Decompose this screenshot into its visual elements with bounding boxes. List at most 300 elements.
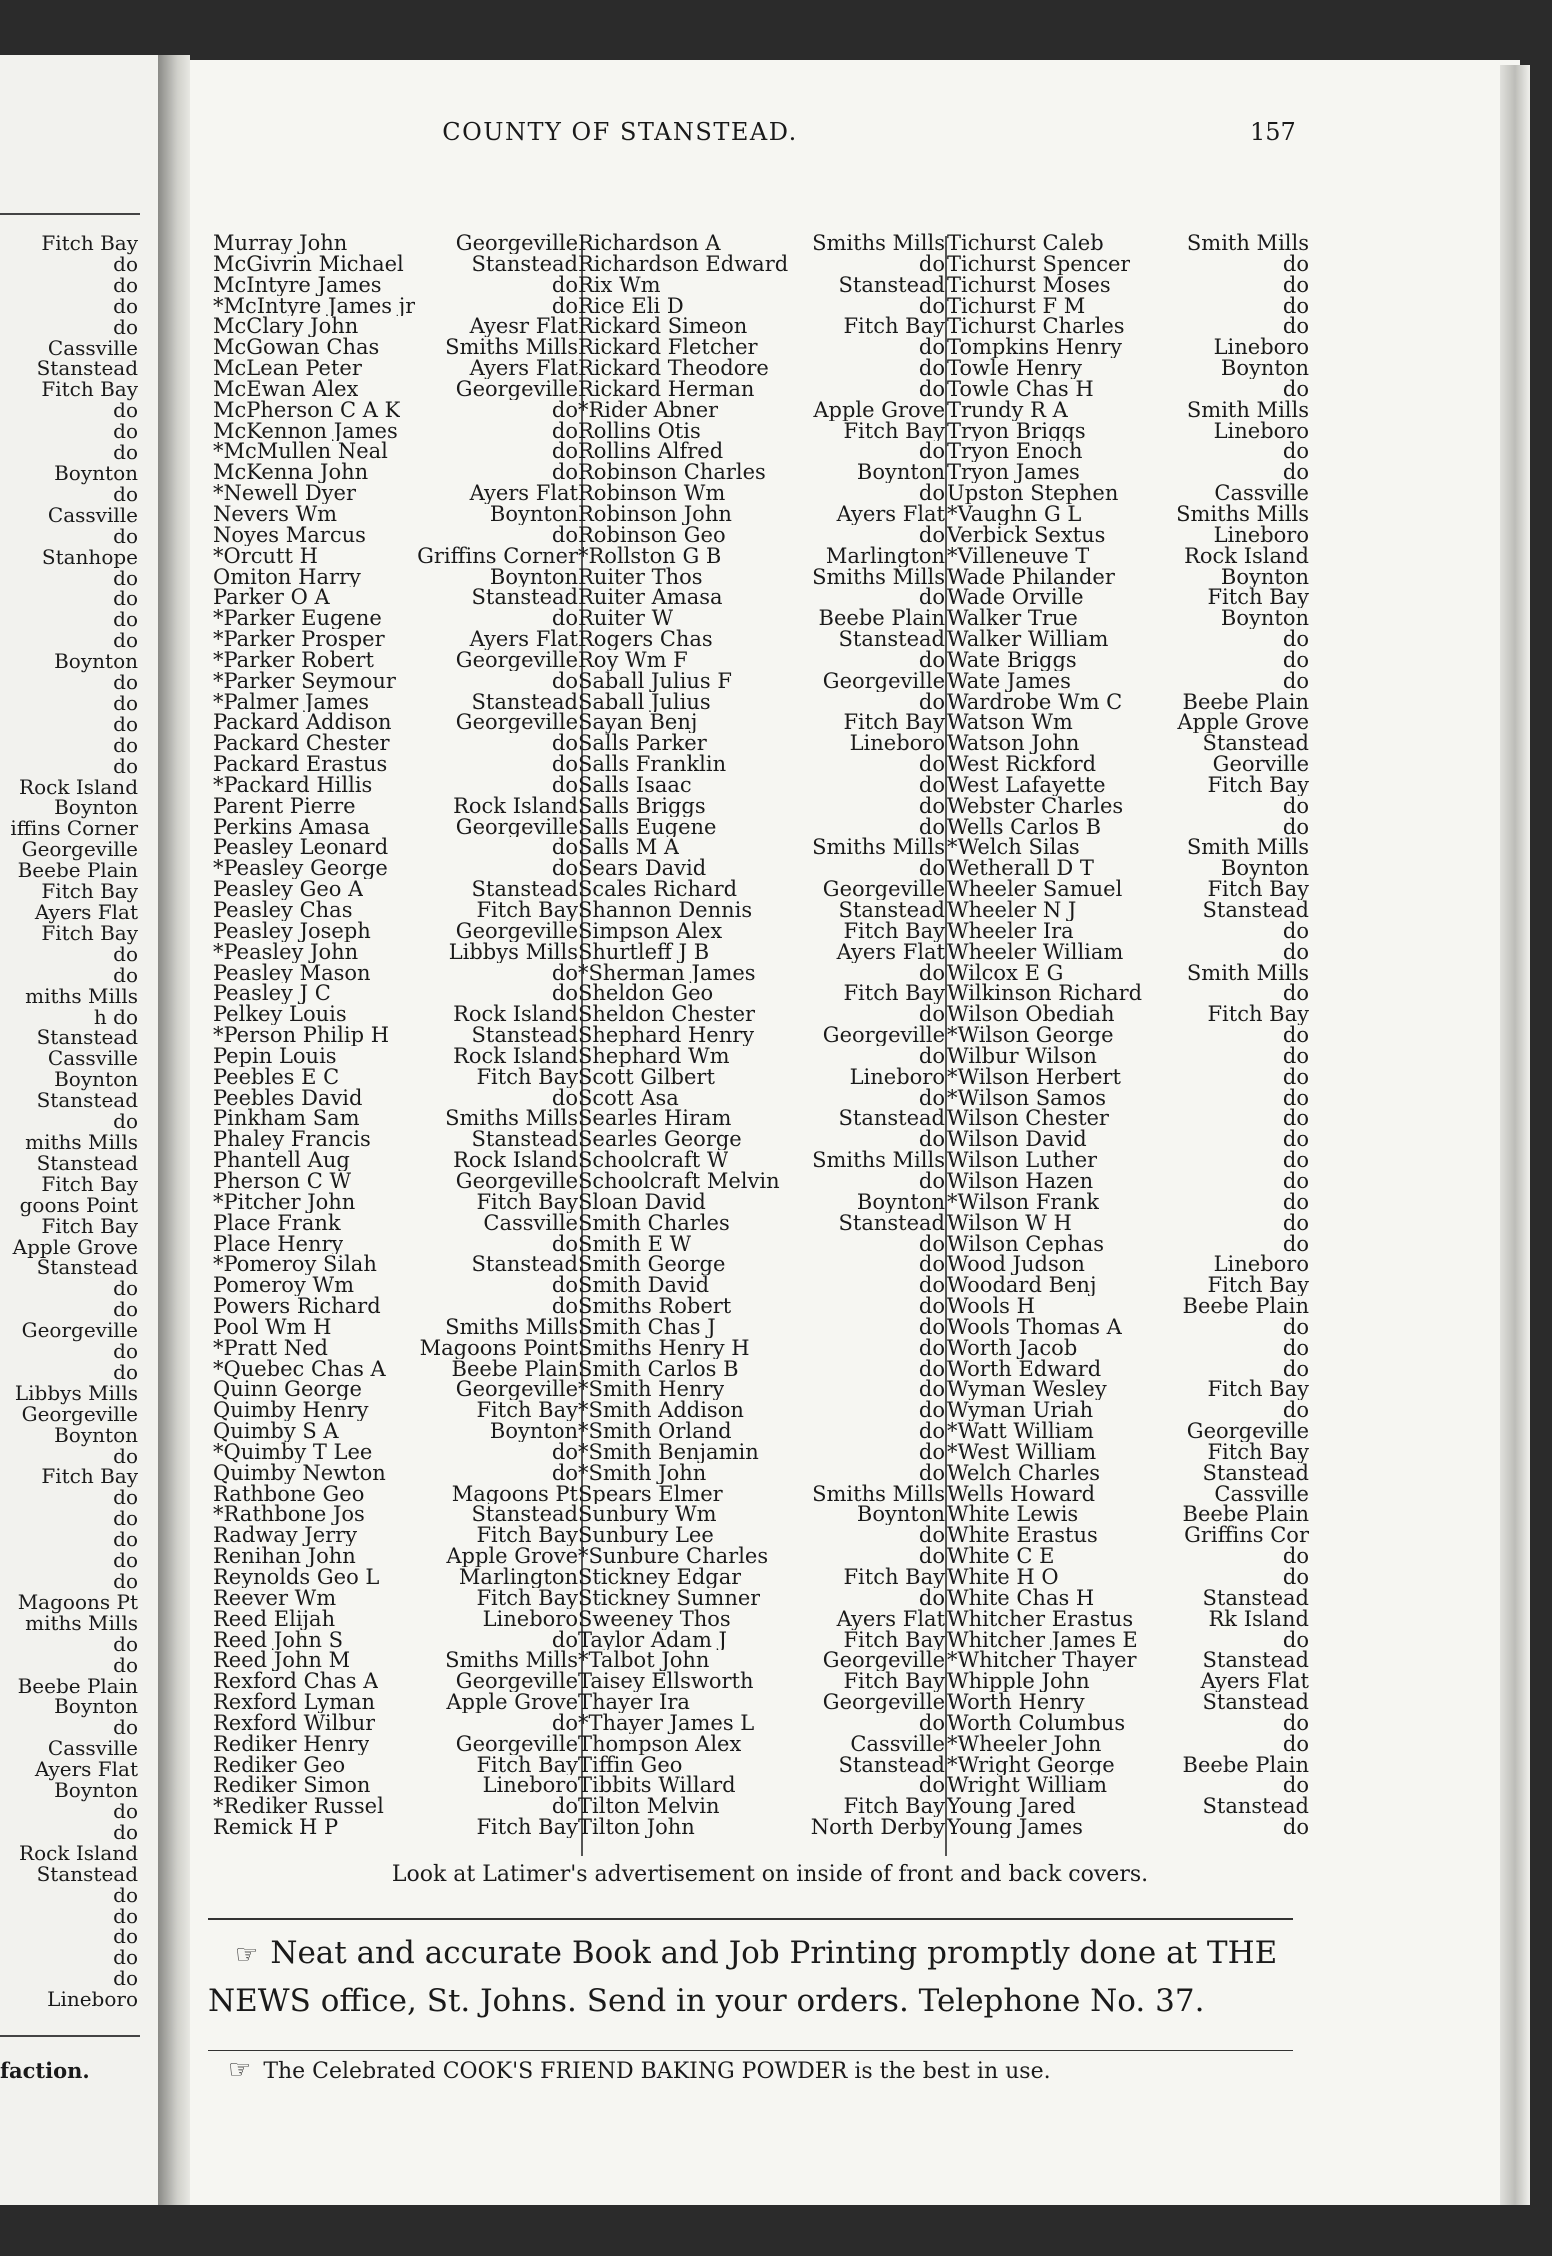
resident-name: Salls Parker: [578, 733, 707, 755]
directory-entry: [213, 1129, 578, 1150]
post-office: Boynton: [1220, 858, 1309, 880]
post-office: do: [1282, 316, 1309, 338]
resident-name: Webster Charles: [947, 795, 1124, 817]
directory-entry: [947, 1275, 1309, 1296]
left-page-item: do: [113, 1903, 138, 1928]
directory-entry: [213, 1400, 578, 1421]
resident-name: Pool Wm H: [213, 1316, 332, 1338]
directory-entry: [947, 1046, 1309, 1067]
resident-name: Tibbits Willard: [578, 1775, 736, 1797]
directory-entry: [213, 692, 578, 713]
directory-entry: [947, 296, 1309, 317]
resident-name: Young Jared: [947, 1796, 1076, 1818]
directory-entry: [578, 233, 945, 254]
left-page-place-list: [0, 233, 138, 2010]
post-office: do: [551, 774, 578, 796]
resident-name: Rollins Alfred: [578, 441, 724, 463]
directory-entry: [947, 379, 1309, 400]
directory-entry: [213, 567, 578, 588]
directory-entry: [578, 587, 945, 608]
resident-name: Peasley Chas: [213, 900, 353, 921]
post-office: Fitch Bay: [476, 1400, 578, 1422]
resident-name: Nevers Wm: [213, 503, 338, 525]
resident-name: Sayan Benj: [578, 712, 698, 734]
directory-entry: [947, 1317, 1309, 1338]
directory-entry: [947, 316, 1309, 337]
resident-name: Watson John: [947, 733, 1080, 755]
resident-name: Packard Chester: [213, 733, 390, 755]
resident-name: *Wright George: [947, 1754, 1115, 1776]
directory-entry: [578, 775, 945, 796]
directory-entry: [213, 1755, 578, 1776]
directory-entry: [213, 900, 578, 921]
post-office: do: [1282, 1045, 1309, 1067]
post-office: do: [918, 483, 945, 504]
directory-entry: [578, 1275, 945, 1296]
directory-entry: [213, 733, 578, 754]
directory-column-3: [947, 233, 1309, 1838]
resident-name: Verbick Sextus: [947, 524, 1106, 546]
directory-entry: [213, 233, 578, 254]
directory-entry: [578, 316, 945, 337]
pointing-hand-icon: ☞: [235, 1940, 259, 1970]
left-page-rule-bottom: [0, 2035, 140, 2037]
post-office: do: [551, 1712, 578, 1734]
page-title: COUNTY OF STANSTEAD.: [442, 118, 798, 146]
left-page-item: do: [113, 1819, 138, 1844]
post-office: Magoons Pt: [451, 1483, 578, 1505]
post-office: Georgeville: [455, 1379, 578, 1401]
post-office: Georgeville: [455, 712, 578, 734]
directory-entry: [578, 254, 945, 275]
directory-entry: [578, 692, 945, 713]
directory-entry: [578, 1630, 945, 1651]
directory-entry: [578, 1046, 945, 1067]
post-office: Stanstead: [838, 1212, 945, 1234]
resident-name: Watson Wm: [947, 712, 1073, 734]
printing-ad-line-1: [235, 1935, 1277, 1971]
resident-name: Tiffin Geo: [578, 1754, 683, 1776]
post-office: do: [1282, 441, 1309, 463]
directory-entry: [578, 1463, 945, 1484]
directory-entry: [578, 1671, 945, 1692]
post-office: Boynton: [489, 1421, 578, 1442]
left-page-item: Rock Island: [19, 774, 138, 799]
post-office: Fitch Bay: [1207, 1004, 1309, 1026]
left-page-item: do: [113, 732, 138, 757]
resident-name: *Wilson Herbert: [947, 1066, 1121, 1088]
directory-entry: [578, 1234, 945, 1255]
left-page-item: do: [113, 690, 138, 715]
resident-name: Phaley Francis: [213, 1129, 371, 1151]
resident-name: Young James: [947, 1817, 1083, 1838]
directory-entry: [213, 1713, 578, 1734]
left-page-item: do: [113, 481, 138, 506]
directory-entry: [213, 1275, 578, 1296]
baking-powder-ad-text: The Celebrated COOK'S FRIEND BAKING POWDER is the best in use.: [263, 2059, 1051, 2084]
resident-name: Taisey Ellsworth: [578, 1671, 754, 1693]
left-page-item: do: [113, 419, 138, 444]
resident-name: Rediker Simon: [213, 1775, 371, 1797]
directory-entry: [947, 483, 1309, 504]
left-page-item: do: [113, 1569, 138, 1593]
left-page-rule-top: [0, 213, 140, 215]
directory-entry: [578, 1484, 945, 1505]
resident-name: *Villeneuve T: [947, 545, 1090, 567]
post-office: do: [1282, 1150, 1309, 1171]
directory-entry: [213, 1734, 578, 1755]
post-office: do: [551, 462, 578, 484]
directory-entry: [213, 1567, 578, 1588]
post-office: Smiths Mills: [445, 1316, 578, 1338]
directory-entry: [947, 650, 1309, 671]
post-office: do: [551, 733, 578, 755]
directory-column-2: [578, 233, 945, 1838]
resident-name: Whitcher James E: [947, 1629, 1138, 1651]
directory-entry: [213, 712, 578, 733]
left-page-item: Georgeville: [21, 1401, 138, 1426]
left-page-item: do: [113, 523, 138, 548]
left-page-item: do: [113, 1652, 138, 1677]
resident-name: *Wheeler John: [947, 1733, 1102, 1755]
post-office: do: [551, 983, 578, 1005]
directory-entry: [578, 483, 945, 504]
resident-name: McClary John: [213, 316, 359, 338]
post-office: Stanstead: [1202, 1587, 1309, 1609]
book-gutter: [158, 55, 190, 2205]
resident-name: Pelkey Louis: [213, 1004, 347, 1026]
resident-name: Pomeroy Wm: [213, 1275, 354, 1297]
directory-entry: [578, 1317, 945, 1338]
resident-name: Sweeney Thos: [578, 1608, 731, 1630]
post-office: Smiths Mills: [812, 837, 945, 859]
post-office: do: [918, 295, 945, 317]
directory-entry: [578, 1025, 945, 1046]
directory-entry: [947, 1088, 1309, 1109]
post-office: Stanstead: [1202, 1650, 1309, 1672]
resident-name: *Wilson Frank: [947, 1191, 1100, 1213]
directory-entry: [213, 421, 578, 442]
post-office: Rock Island: [453, 795, 578, 817]
directory-entry: [947, 1734, 1309, 1755]
resident-name: Whitcher Erastus: [947, 1608, 1134, 1630]
resident-name: Rogers Chas: [578, 629, 713, 650]
directory-entry: [947, 858, 1309, 879]
directory-entry: [947, 775, 1309, 796]
directory-entry: [213, 483, 578, 504]
post-office: do: [551, 1462, 578, 1484]
directory-entry: [578, 1213, 945, 1234]
directory-entry: [578, 1442, 945, 1463]
resident-name: Stickney Sumner: [578, 1587, 761, 1609]
left-page-item: do: [113, 1548, 138, 1573]
resident-name: Wilson Chester: [947, 1108, 1109, 1130]
post-office: do: [918, 1045, 945, 1067]
left-page-fragment: [0, 55, 158, 2205]
post-office: do: [1282, 1108, 1309, 1130]
post-office: Boynton: [856, 462, 945, 484]
directory-entry: [213, 1213, 578, 1234]
resident-name: Tryon James: [947, 462, 1080, 484]
resident-name: Reed Elijah: [213, 1608, 336, 1630]
resident-name: *Smith Addison: [578, 1400, 744, 1422]
resident-name: Smiths Robert: [578, 1296, 732, 1317]
post-office: do: [918, 754, 945, 775]
directory-entry: [947, 567, 1309, 588]
directory-entry: [578, 1004, 945, 1025]
directory-entry: [578, 567, 945, 588]
post-office: Cassville: [850, 1733, 945, 1755]
post-office: Stanstead: [471, 1025, 578, 1046]
footer-rule-1: [208, 1918, 1293, 1920]
resident-name: Woodard Benj: [947, 1275, 1097, 1297]
post-office: Ayers Flat: [469, 358, 578, 379]
post-office: Boynton: [856, 1191, 945, 1213]
resident-name: Worth Columbus: [947, 1712, 1126, 1734]
left-page-item: Cassville: [47, 335, 138, 360]
resident-name: Sheldon Chester: [578, 1004, 756, 1026]
left-page-item: do: [113, 1109, 138, 1134]
post-office: do: [918, 1170, 945, 1192]
directory-entry: [213, 1359, 578, 1380]
left-page-item: Stanstead: [36, 1088, 138, 1113]
post-office: do: [918, 649, 945, 671]
resident-name: *Parker Robert: [213, 649, 374, 671]
directory-entry: [213, 1692, 578, 1713]
resident-name: *Smith Henry: [578, 1379, 725, 1401]
directory-entry: [578, 1817, 945, 1838]
resident-name: Tompkins Henry: [947, 337, 1122, 359]
directory-entry: [213, 1609, 578, 1630]
directory-entry: [578, 1359, 945, 1380]
resident-name: Wate Briggs: [947, 649, 1077, 671]
left-page-item: Stanstead: [36, 1861, 138, 1886]
post-office: do: [1282, 1025, 1309, 1046]
resident-name: Schoolcraft W: [578, 1150, 729, 1171]
left-page-item: do: [113, 272, 138, 297]
post-office: Beebe Plain: [1182, 1296, 1309, 1317]
resident-name: Spears Elmer: [578, 1483, 723, 1505]
left-page-item: Stanstead: [36, 1150, 138, 1175]
post-office: Stanstead: [471, 1504, 578, 1526]
printing-ad-line-2: NEWS office, St. Johns. Send in your orders. Telephone No. 37.: [208, 1983, 1205, 2019]
resident-name: Towle Chas H: [947, 378, 1094, 400]
resident-name: *Sunbure Charles: [578, 1546, 769, 1567]
directory-entry: [213, 1296, 578, 1317]
resident-name: *Peasley John: [213, 941, 359, 963]
post-office: do: [918, 816, 945, 838]
post-office: Georgeville: [822, 1650, 945, 1672]
post-office: Fitch Bay: [476, 1754, 578, 1776]
post-office: Ayers Flat: [836, 503, 945, 525]
resident-name: Tichurst Moses: [947, 274, 1111, 296]
directory-entry: [947, 233, 1309, 254]
directory-entry: [578, 462, 945, 483]
left-page-item: Fitch Bay: [41, 231, 138, 255]
resident-name: Shephard Wm: [578, 1045, 730, 1067]
printing-ad-text-1: Neat and accurate Book and Job Printing promptly done at THE: [270, 1935, 1278, 1971]
directory-entry: [947, 1400, 1309, 1421]
resident-name: Robinson John: [578, 503, 732, 525]
pointing-hand-icon: ☞: [228, 2055, 252, 2085]
post-office: Georgeville: [455, 1671, 578, 1693]
left-page-item: miths Mills: [25, 983, 138, 1008]
post-office: do: [551, 295, 578, 317]
resident-name: Wyman Wesley: [947, 1379, 1107, 1401]
left-page-item: do: [113, 1506, 138, 1531]
directory-entry: [578, 1775, 945, 1796]
directory-entry: [213, 441, 578, 462]
post-office: do: [551, 858, 578, 880]
post-office: do: [1282, 983, 1309, 1005]
resident-name: *Person Philip H: [213, 1025, 390, 1046]
resident-name: Richardson Edward: [578, 253, 789, 275]
resident-name: Wheeler William: [947, 941, 1124, 963]
directory-entry: [947, 629, 1309, 650]
directory-entry: [947, 587, 1309, 608]
post-office: do: [918, 1254, 945, 1276]
resident-name: Wilson David: [947, 1129, 1087, 1151]
post-office: do: [1282, 1546, 1309, 1567]
directory-entry: [578, 817, 945, 838]
directory-entry: [578, 1755, 945, 1776]
directory-entry: [947, 546, 1309, 567]
post-office: Smith Mills: [1186, 837, 1309, 859]
resident-name: Smith Carlos B: [578, 1358, 739, 1380]
directory-entry: [213, 1484, 578, 1505]
resident-name: *Wilson Samos: [947, 1087, 1107, 1109]
directory-entry: [578, 796, 945, 817]
resident-name: White Erastus: [947, 1525, 1098, 1547]
resident-name: Smith Chas J: [578, 1316, 716, 1338]
resident-name: Wools Thomas A: [947, 1316, 1122, 1338]
resident-name: Renihan John: [213, 1546, 356, 1567]
resident-name: *McIntyre James jr: [213, 295, 416, 317]
left-page-item: Cassville: [47, 1046, 138, 1071]
directory-entry: [578, 1129, 945, 1150]
post-office: Griffins Cor: [1184, 1525, 1309, 1547]
baking-powder-ad: [228, 2055, 1051, 2085]
resident-name: Packard Erastus: [213, 754, 388, 775]
directory-entry: [213, 1588, 578, 1609]
directory-entry: [947, 1421, 1309, 1442]
post-office: Marlington: [825, 545, 945, 567]
directory-entry: [578, 671, 945, 692]
directory-entry: [213, 1775, 578, 1796]
post-office: Fitch Bay: [1207, 1379, 1309, 1401]
resident-name: *Rider Abner: [578, 399, 719, 421]
resident-name: Place Frank: [213, 1212, 341, 1234]
directory-entry: [947, 712, 1309, 733]
left-page-item: do: [113, 1527, 138, 1552]
left-page-item: Cassville: [47, 1736, 138, 1761]
post-office: do: [1282, 816, 1309, 838]
resident-name: West Rickford: [947, 754, 1097, 775]
post-office: Ayers Flat: [469, 483, 578, 504]
directory-entry: [213, 1463, 578, 1484]
post-office: Ayers Flat: [836, 1608, 945, 1630]
resident-name: White Lewis: [947, 1504, 1079, 1526]
post-office: Georgeville: [455, 1733, 578, 1755]
directory-entry: [947, 1650, 1309, 1671]
resident-name: Shurtleff J B: [578, 941, 710, 963]
post-office: Fitch Bay: [843, 1567, 945, 1588]
resident-name: Salls Eugene: [578, 816, 717, 838]
directory-entry: [578, 1546, 945, 1567]
resident-name: *Pratt Ned: [213, 1337, 328, 1359]
post-office: do: [551, 1629, 578, 1651]
directory-entry: [213, 1025, 578, 1046]
directory-entry: [947, 1504, 1309, 1525]
directory-entry: [947, 754, 1309, 775]
resident-name: Smith Charles: [578, 1212, 730, 1234]
resident-name: *Watt William: [947, 1421, 1094, 1442]
directory-entry: [947, 1796, 1309, 1817]
left-page-item: do: [113, 565, 138, 590]
post-office: Georgeville: [822, 670, 945, 692]
left-page-item: do: [113, 293, 138, 318]
post-office: do: [1282, 1212, 1309, 1234]
post-office: do: [551, 441, 578, 463]
directory-entry: [947, 1775, 1309, 1796]
directory-entry: [947, 900, 1309, 921]
directory-entry: [578, 733, 945, 754]
post-office: Fitch Bay: [843, 1796, 945, 1818]
post-office: Boynton: [856, 1504, 945, 1526]
directory-entry: [213, 837, 578, 858]
post-office: Fitch Bay: [1207, 1275, 1309, 1297]
resident-name: Scott Asa: [578, 1087, 679, 1109]
post-office: do: [1282, 253, 1309, 275]
post-office: Marlington: [458, 1567, 578, 1588]
post-office: do: [918, 858, 945, 880]
post-office: do: [1282, 1358, 1309, 1380]
directory-entry: [947, 337, 1309, 358]
resident-name: Richardson A: [578, 233, 721, 254]
post-office: Cassville: [483, 1212, 578, 1234]
post-office: do: [551, 962, 578, 984]
post-office: do: [1282, 941, 1309, 963]
post-office: do: [918, 1129, 945, 1151]
directory-entry: [947, 1359, 1309, 1380]
directory-entry: [947, 525, 1309, 546]
post-office: North Derby: [810, 1817, 945, 1838]
resident-name: *Pitcher John: [213, 1191, 356, 1213]
resident-name: Wate James: [947, 670, 1071, 692]
directory-entry: [213, 400, 578, 421]
resident-name: *Parker Seymour: [213, 670, 396, 692]
post-office: Stanstead: [471, 253, 578, 275]
directory-entry: [213, 921, 578, 942]
directory-entry: [947, 1567, 1309, 1588]
left-page-item: do: [113, 607, 138, 632]
directory-entry: [213, 1254, 578, 1275]
left-page-item: do: [113, 753, 138, 778]
resident-name: Wood Judson: [947, 1254, 1085, 1276]
resident-name: *Quebec Chas A: [213, 1358, 386, 1380]
directory-entry: [578, 837, 945, 858]
post-office: do: [918, 253, 945, 275]
post-office: Lineboro: [482, 1775, 578, 1797]
resident-name: Peebles E C: [213, 1066, 340, 1088]
resident-name: Pinkham Sam: [213, 1108, 360, 1130]
directory-entry: [947, 1254, 1309, 1275]
resident-name: Walker True: [947, 608, 1078, 630]
left-page-item: Boynton: [54, 795, 138, 820]
resident-name: Salls Franklin: [578, 754, 727, 775]
left-page-item: do: [113, 670, 138, 695]
resident-name: Quimby Newton: [213, 1462, 386, 1484]
